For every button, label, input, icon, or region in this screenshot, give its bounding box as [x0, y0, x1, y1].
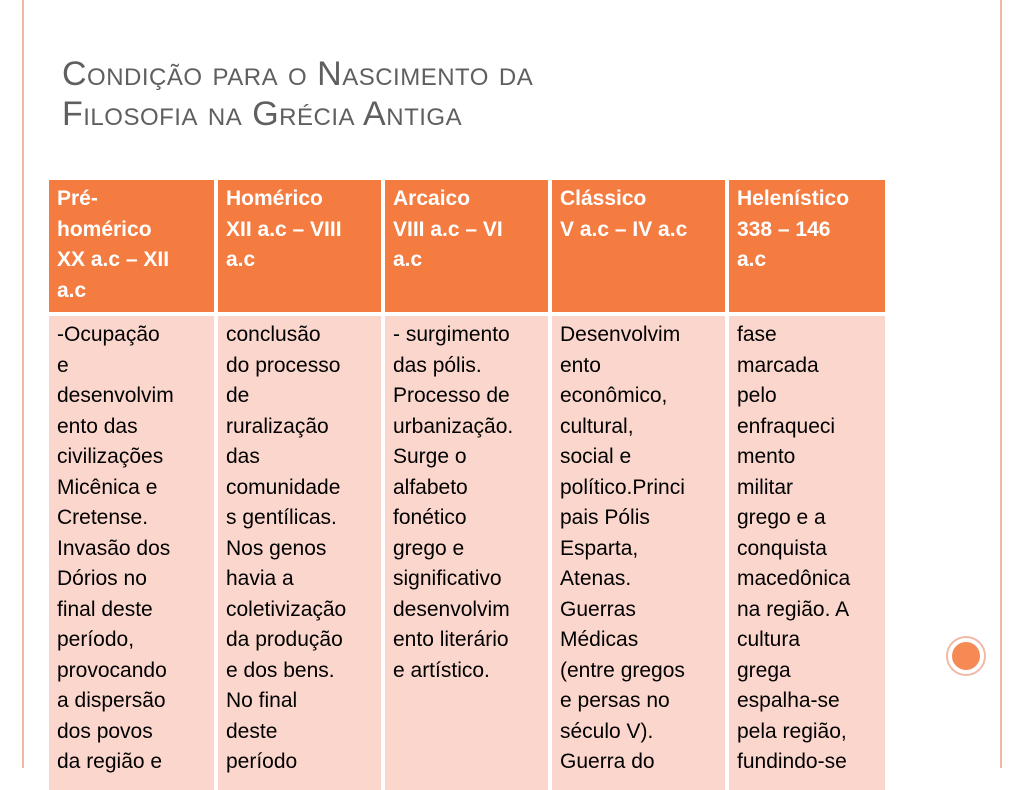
decorative-circle: [948, 638, 984, 674]
table-row: [49, 314, 885, 790]
header-homerico: Homérico XII a.c – VIII a.c: [216, 180, 383, 314]
title-line-1: Condição para o Nascimento da: [62, 55, 534, 93]
title-line-2: Filosofia na Grécia Antiga: [62, 95, 463, 133]
right-frame-line: [1000, 0, 1002, 768]
cell-homerico: conclusão do processo de ruralização das comunidade s gentílicas. Nos genos havia a coletivização da produção e dos bens. No final deste período: [216, 314, 383, 790]
cell-classico: Desenvolvim ento econômico, cultural, social e político.Princi pais Pólis Esparta, Atenas. Guerras Médicas (entre gregos e persas no século V). Guerra do: [550, 314, 727, 790]
cell-helenistico: fase marcada pelo enfraqueci mento militar grego e a conquista macedônica na região. A cultura grega espalha-se pela região, fundindo-se: [727, 314, 885, 790]
cell-arcaico: - surgimento das pólis. Processo de urbanização. Surge o alfabeto fonético grego e significativo desenvolvim ento literário e artístico.: [383, 314, 550, 790]
periods-table: [49, 180, 885, 790]
slide-title: [62, 54, 962, 134]
table-header-row: [49, 180, 885, 314]
left-frame-line: [22, 0, 24, 768]
header-classico: Clássico V a.c – IV a.c: [550, 180, 727, 314]
header-helenistico: Helenístico 338 – 146 a.c: [727, 180, 885, 314]
header-arcaico: Arcaico VIII a.c – VI a.c: [383, 180, 550, 314]
cell-pre-homerico: -Ocupação e desenvolvim ento das civilizações Micênica e Cretense. Invasão dos Dórios no final deste período, provocando a dispersão dos povos da região e: [49, 314, 216, 790]
header-pre-homerico: Pré- homérico XX a.c – XII a.c: [49, 180, 216, 314]
